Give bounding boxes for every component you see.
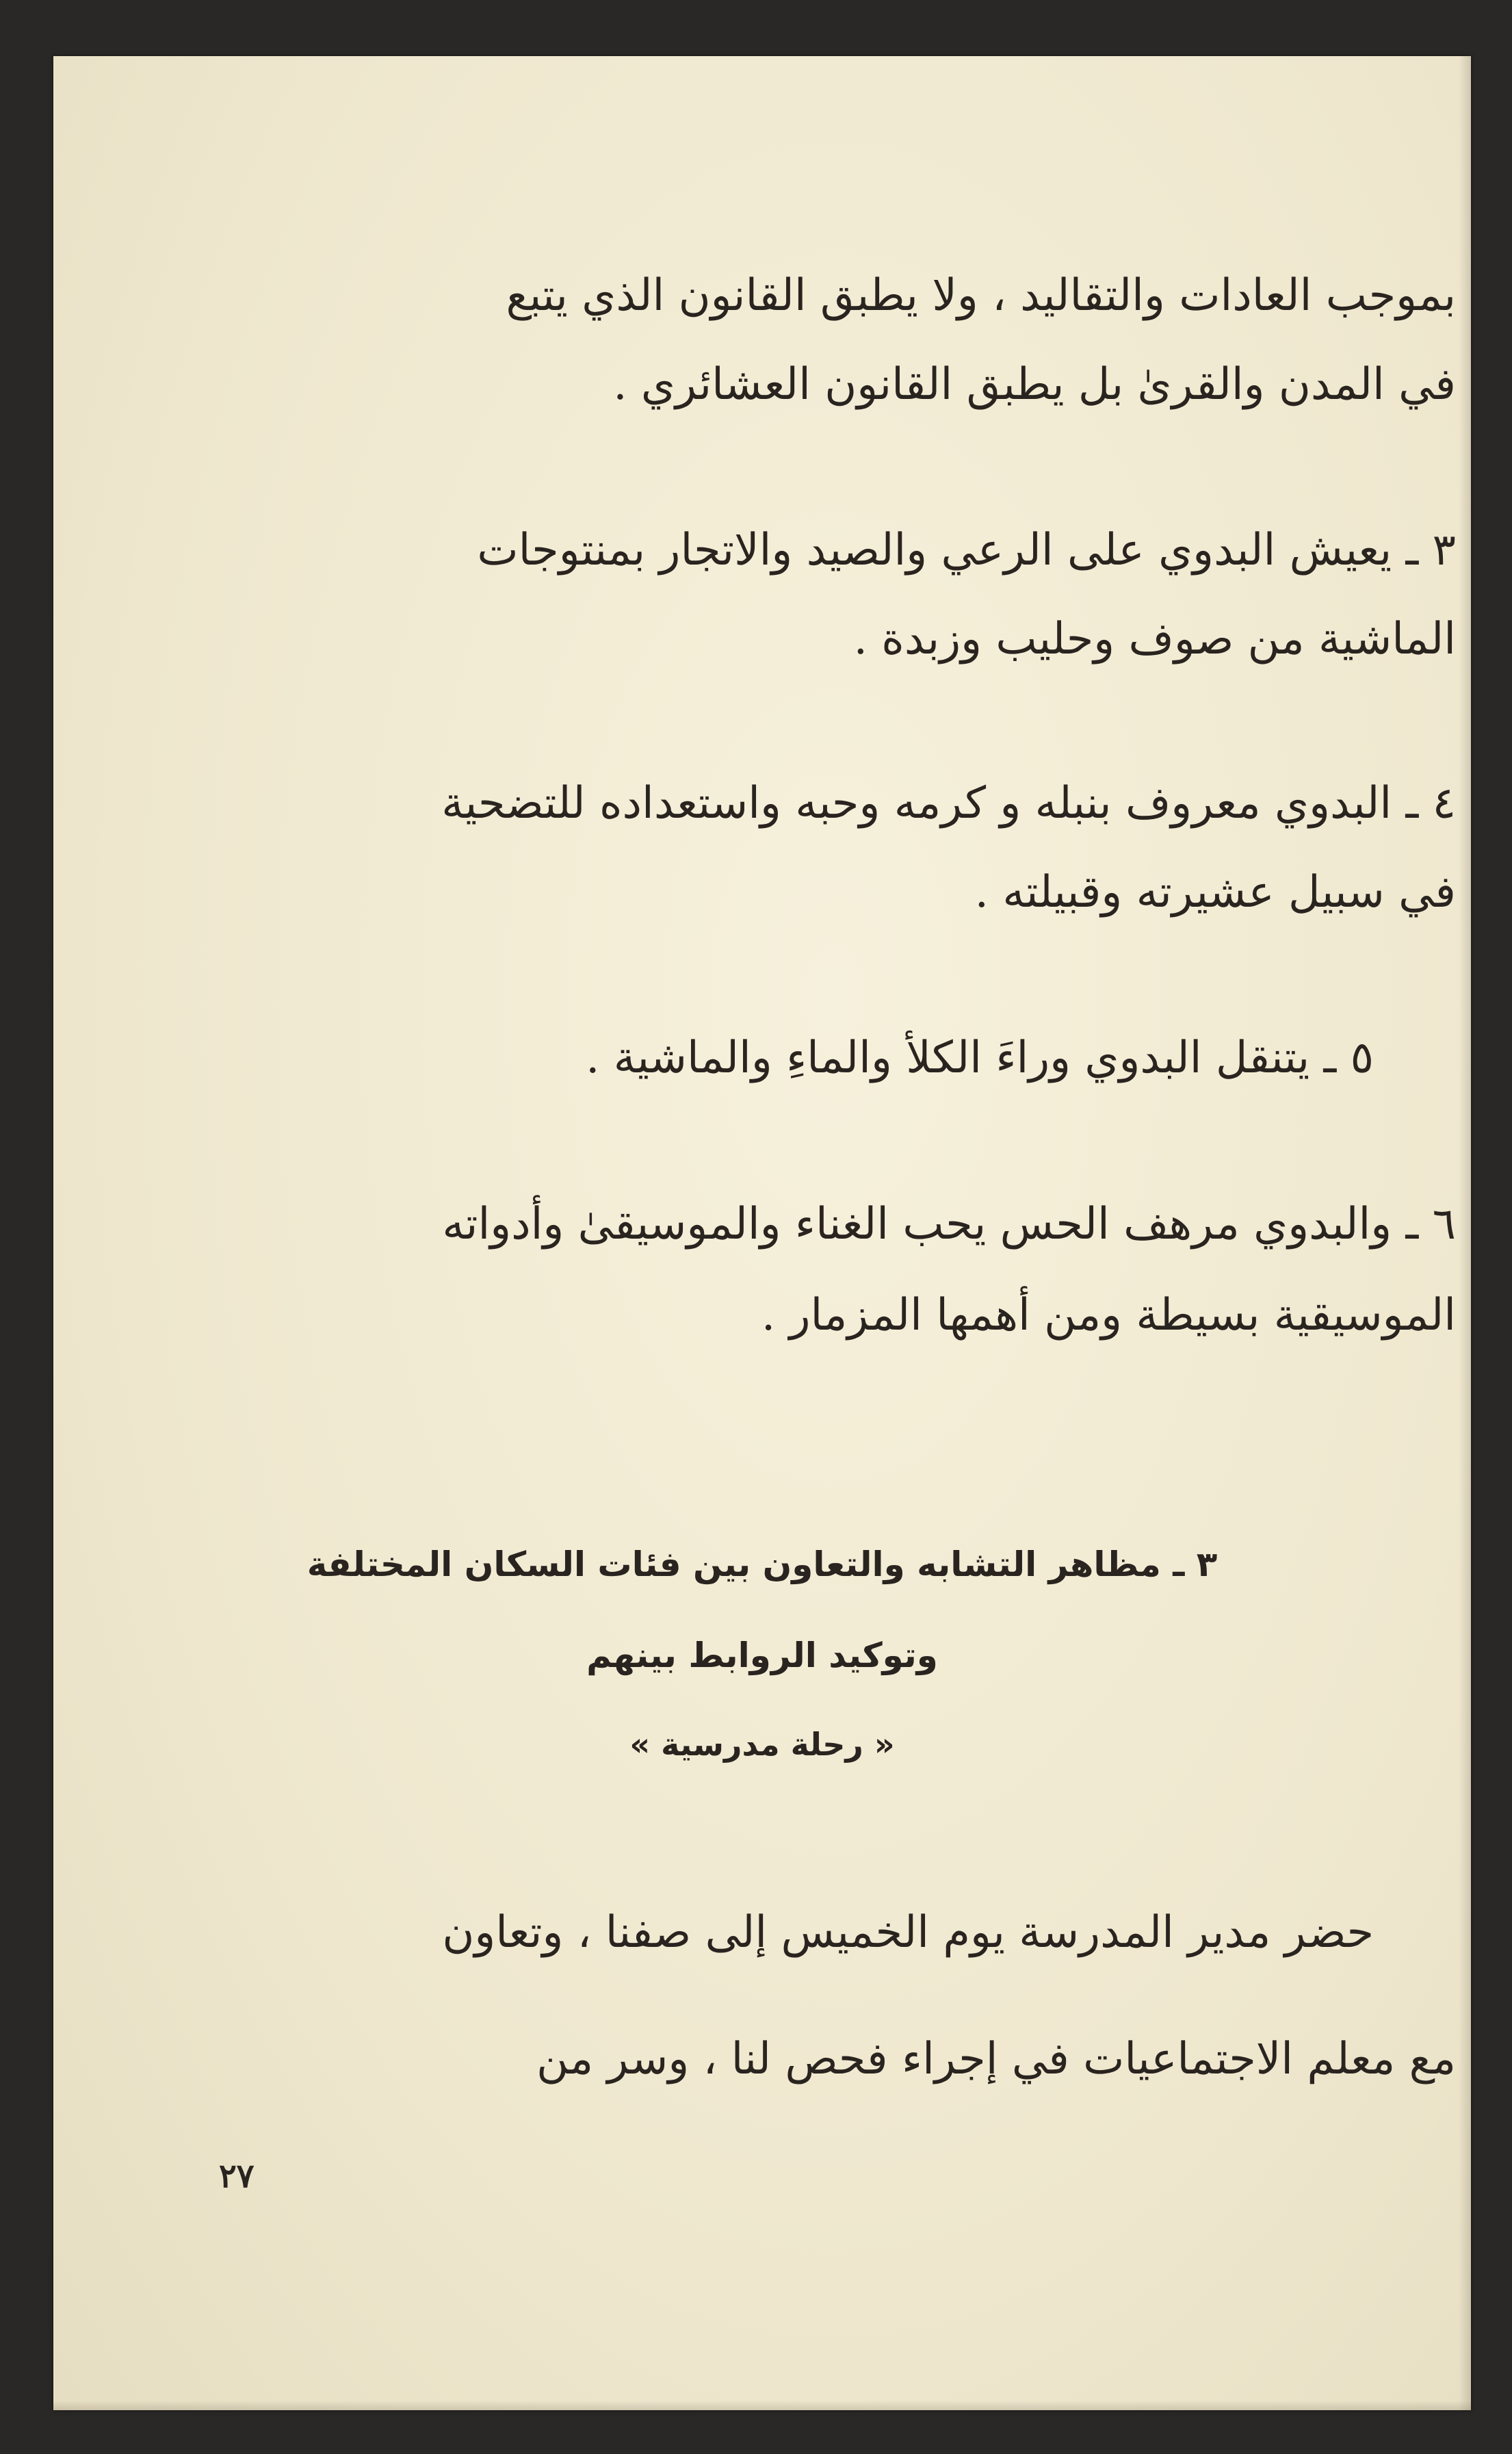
text-line-3: ٣ ـ يعيش البدوي على الرعي والصيد والاتجار بمنتوجات	[477, 525, 1456, 576]
section-heading: ٣ ـ مظاهر التشابه والتعاون بين فئات السكان المختلفة	[307, 1545, 1218, 1584]
text-line-9: الموسيقية بسيطة ومن أهمها المزمار .	[761, 1290, 1456, 1341]
text-line-7: ٥ ـ يتنقل البدوي وراءَ الكلأ والماءِ والماشية .	[586, 1033, 1374, 1083]
text-line-11: مع معلم الاجتماعيات في إجراء فحص لنا ، وسر من	[536, 2034, 1456, 2084]
paragraph-text	[197, 56, 1456, 2246]
text-line-1: بموجب العادات والتقاليد ، ولا يطبق القانون الذي يتبع	[506, 270, 1456, 321]
text-line-8: ٦ ـ والبدوي مرهف الحس يحب الغناء والموسيقىٰ وأدواته	[442, 1199, 1456, 1250]
text-line-5: ٤ ـ البدوي معروف بنبله و كرمه وحبه واستعداده للتضحية	[441, 778, 1456, 829]
text-line-2: في المدن والقرىٰ بل يطبق القانون العشائري .	[613, 359, 1456, 410]
page-bottom-edge-shadow	[53, 2401, 1471, 2410]
text-line-10: حضر مدير المدرسة يوم الخميس إلى صفنا ، وتعاون	[442, 1907, 1374, 1958]
page-number: ٢٧	[219, 2157, 255, 2195]
text-line-6: في سبيل عشيرته وقبيلته .	[974, 867, 1456, 918]
section-subtitle: « رحلة مدرسية »	[629, 1726, 895, 1763]
book-page	[53, 56, 1471, 2410]
text-line-4: الماشية من صوف وحليب وزبدة .	[853, 614, 1456, 664]
page-edge-shadow	[1459, 56, 1471, 2410]
section-heading-line2: وتوكيد الروابط بينهم	[586, 1636, 938, 1675]
